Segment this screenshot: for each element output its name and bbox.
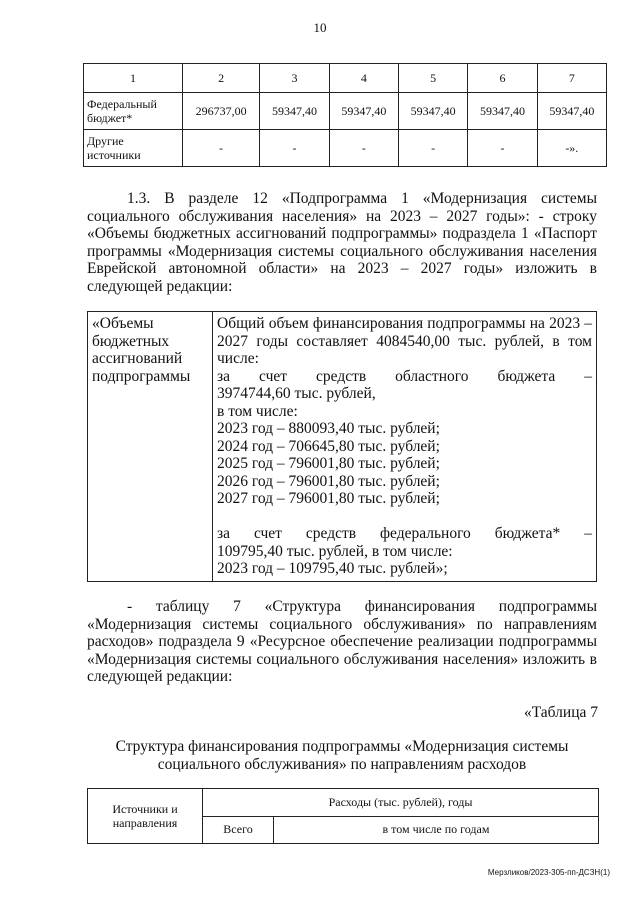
financing-continuation-table: [83, 63, 607, 167]
year-line: 2026 год – 796001,80 тыс. рублей;: [217, 472, 440, 490]
column-number: 1: [84, 64, 183, 93]
total-financing-text: Общий объем финансирования подпрограммы на 2023 – 2027 годы составляет 4084540,00 тыс. рублей, в том числе:: [217, 315, 592, 367]
table-row: [84, 130, 607, 167]
table-cell: -: [468, 130, 537, 167]
document-footer: Мерзликов/2023-305-пп-ДСЗН(1): [487, 868, 610, 877]
blank-line: [217, 508, 592, 526]
page-number: 10: [313, 20, 327, 35]
year-line: 2023 год – 109795,40 тыс. рублей»;: [217, 560, 448, 577]
table-cell: -».: [537, 130, 606, 167]
table-cell: 296737,00: [183, 93, 260, 130]
table-cell: 59347,40: [468, 93, 537, 130]
table-title: Структура финансирования подпрограммы «Модернизация системы социального обслуживания» по направлениям расходов: [115, 738, 569, 773]
table-cell: -: [398, 130, 467, 167]
year-line: 2025 год – 796001,80 тыс. рублей;: [217, 455, 440, 472]
table-row: [84, 93, 607, 130]
header-expenses: Расходы (тыс. рублей), годы: [203, 789, 599, 817]
table-header-row: [84, 64, 607, 93]
regional-budget-line: за счет средств областного бюджета –: [217, 367, 592, 385]
header-by-years: в том числе по годам: [274, 816, 599, 844]
column-number: 2: [183, 64, 260, 93]
table-header-row: [88, 789, 599, 817]
column-number: 7: [537, 64, 606, 93]
amendment-paragraph-1: 1.3. В разделе 12 «Подпрограмма 1 «Модернизация системы социального обслуживания населения» на 2023 – 2027 годы»: - строку «Объемы бюджетных ассигнований подпрограммы» подраздела 1 «Паспорт программы «Модернизация системы социального обслуживания населения Еврейской автономной области» на 2023 – 2027 годы» изложить в следующей редакции:: [87, 190, 597, 295]
column-number: 4: [329, 64, 398, 93]
column-number: 3: [260, 64, 329, 93]
column-number: 5: [398, 64, 467, 93]
row-label: Федеральный бюджет*: [84, 93, 183, 130]
passport-row-label: «Объемы бюджетных ассигнований подпрограммы: [88, 312, 213, 582]
table-cell: 59347,40: [537, 93, 606, 130]
amendment-paragraph-2: - таблицу 7 «Структура финансирования подпрограммы «Модернизация системы социального обслуживания» по направлениям расходов» подраздела 9 «Ресурсное обеспечение реализации подпрограммы «Модернизация системы социального обслуживания населения» изложить в следующей редакции:: [87, 598, 597, 685]
table-row: [88, 312, 597, 582]
table-cell: 59347,40: [260, 93, 329, 130]
table-cell: 59347,40: [329, 93, 398, 130]
passport-budget-table: [87, 311, 597, 582]
table-cell: 59347,40: [398, 93, 467, 130]
year-line: 2027 год – 796001,80 тыс. рублей;: [217, 490, 440, 507]
row-label: Другие источники: [84, 130, 183, 167]
passport-row-value: [213, 312, 597, 582]
table-label: «Таблица 7: [523, 704, 598, 721]
header-total: Всего: [203, 816, 274, 844]
table-cell: -: [260, 130, 329, 167]
regional-budget-amount: 3974744,60 тыс. рублей,: [217, 385, 376, 402]
financing-structure-table: [87, 788, 599, 844]
table-cell: -: [183, 130, 260, 167]
table-cell: -: [329, 130, 398, 167]
year-line: 2024 год – 706645,80 тыс. рублей;: [217, 437, 440, 455]
federal-budget-amount: 109795,40 тыс. рублей, в том числе:: [217, 542, 453, 560]
column-number: 6: [468, 64, 537, 93]
year-line: 2023 год – 880093,40 тыс. рублей;: [217, 420, 440, 437]
in-that-number: в том числе:: [217, 402, 298, 420]
header-sources: Источники и направления: [88, 789, 203, 844]
federal-budget-line: за счет средств федерального бюджета* –: [217, 525, 592, 542]
